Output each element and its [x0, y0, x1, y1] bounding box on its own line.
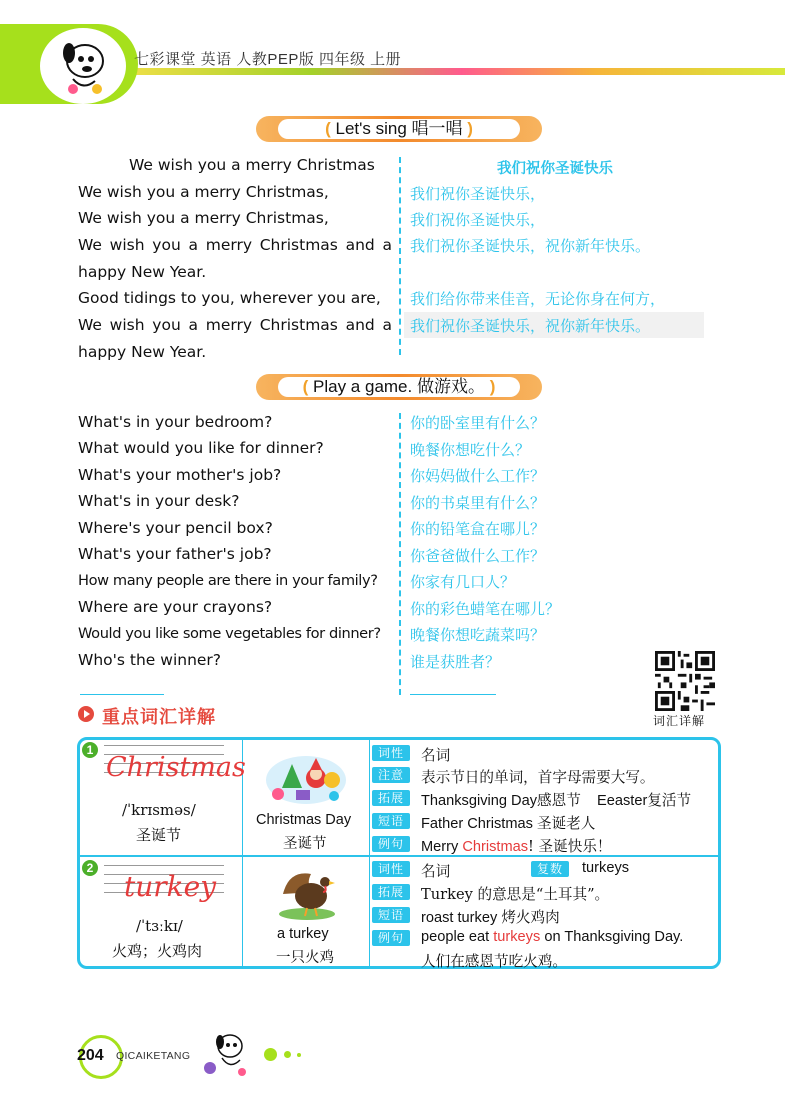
page-number: 204	[77, 1047, 104, 1064]
def-pos: 名词	[421, 748, 451, 764]
vocab-word: Christmas	[106, 752, 246, 783]
vocab-number-badge: 1	[82, 742, 98, 758]
rule-left	[80, 694, 164, 695]
game-divider	[399, 413, 401, 695]
game-banner-en: Play a game.	[313, 377, 413, 396]
ext-word: Thanksgiving Day	[421, 793, 537, 809]
game-line-cn: 晚餐你想吃蔬菜吗？	[410, 626, 546, 644]
vocab-table-row-divider	[80, 855, 718, 857]
play-arrow-icon	[78, 706, 94, 722]
game-banner-cn: 做游戏。	[416, 377, 485, 396]
tag-example: 例句	[372, 930, 410, 946]
tag-pos: 词性	[372, 745, 410, 761]
game-line-en: What's your father's job?	[78, 545, 272, 563]
example-keyword: turkeys	[493, 929, 541, 945]
header-mascot-frame	[40, 28, 126, 104]
game-line-cn: 你的彩色蜡笔在哪儿？	[410, 600, 561, 618]
example-pre: Merry	[421, 839, 463, 855]
def-phrase	[421, 906, 560, 927]
game-line-cn: 你爸爸做什么工作？	[410, 547, 546, 565]
game-line-cn: 你的书桌里有什么？	[410, 494, 546, 512]
ext-word: Eeaster	[597, 793, 648, 809]
game-line-en: Where's your pencil box?	[78, 519, 273, 537]
footer-dot	[284, 1051, 291, 1058]
vocab-number-badge: 2	[82, 860, 98, 876]
game-line-en: How many people are there in your family?	[78, 572, 378, 589]
vocab-heading: 重点词汇详解	[102, 707, 216, 727]
game-line-cn: 你妈妈做什么工作？	[410, 467, 546, 485]
vocab-phonetic: /ˈkrɪsməs/	[122, 801, 196, 819]
game-line-en: What's your mother's job?	[78, 466, 282, 484]
tag-extension: 拓展	[372, 884, 410, 900]
song-divider	[399, 157, 401, 355]
song-line-en: We wish you a merry Christmas,	[78, 209, 329, 227]
def-example	[421, 835, 612, 856]
header-rainbow-line	[110, 68, 785, 75]
tag-note: 注意	[372, 767, 410, 783]
vocab-word: turkey	[124, 870, 217, 903]
rule-right	[410, 694, 496, 695]
def-example	[421, 929, 683, 945]
song-line-cn: 我们祝你圣诞快乐，	[410, 211, 546, 229]
tag-pos: 词性	[372, 861, 410, 877]
pic-caption-cn: 圣诞节	[283, 836, 327, 852]
def-pos: 名词	[421, 864, 451, 880]
game-line-en: Where are your crayons?	[78, 598, 273, 616]
pic-caption-en: a turkey	[277, 926, 329, 942]
phrase-en: roast turkey	[421, 910, 498, 926]
game-banner	[256, 374, 542, 400]
qr-caption: 词汇详解	[653, 714, 706, 728]
example-post: on Thanksgiving Day.	[540, 929, 684, 945]
mascot-dog-icon	[196, 1030, 258, 1078]
game-banner-label: ( Play a game. 做游戏。 )	[278, 377, 520, 397]
game-line-en: Would you like some vegetables for dinner?	[78, 625, 381, 642]
song-line-cn: 我们给你带来佳音，无论你身在何方，	[410, 290, 666, 308]
tag-plural: 复数	[531, 861, 569, 877]
vocab-table-col-divider	[369, 740, 370, 966]
song-line-en: We wish you a merry Christmas and a	[78, 236, 392, 254]
phrase-cn: 烤火鸡肉	[501, 909, 560, 926]
sing-banner-cn: 唱一唱	[411, 119, 463, 138]
tag-phrase: 短语	[372, 813, 410, 829]
pic-caption-en: Christmas Day	[256, 812, 352, 828]
mascot-dog-icon	[43, 31, 123, 101]
song-line-en: Good tidings to you, wherever you are,	[78, 289, 381, 307]
def-extension: Turkey 的意思是“土耳其”。	[421, 886, 610, 903]
game-line-cn: 你家有几口人？	[410, 573, 516, 591]
sing-banner-label: ( Let's sing 唱一唱 )	[278, 119, 520, 139]
phrase-en: Father Christmas	[421, 816, 533, 832]
tag-extension: 拓展	[372, 790, 410, 806]
def-extension	[421, 789, 691, 810]
game-line-en: What's in your desk?	[78, 492, 240, 510]
def-phrase	[421, 812, 595, 833]
qr-code-icon[interactable]	[655, 651, 715, 711]
game-line-en: What's in your bedroom?	[78, 413, 273, 431]
def-note: 表示节日的单词，首字母需要大写。	[421, 769, 655, 786]
footer-brand: QICAIKETANG	[116, 1050, 191, 1062]
song-line-en: We wish you a merry Christmas and a	[78, 316, 392, 334]
example-keyword: Christmas	[462, 839, 529, 855]
vocab-meaning: 圣诞节	[136, 826, 182, 844]
game-line-cn: 谁是获胜者？	[410, 653, 501, 671]
header-title: 七彩课堂 英语 人教PEP版 四年级 上册	[134, 51, 402, 68]
vocab-meaning: 火鸡；火鸡肉	[112, 942, 203, 960]
sing-banner-en: Let's sing	[335, 119, 407, 138]
example-translation: 人们在感恩节吃火鸡。	[421, 953, 567, 970]
song-line-en: We wish you a merry Christmas,	[78, 183, 329, 201]
pic-caption-cn: 一只火鸡	[276, 950, 334, 966]
song-title-en: We wish you a merry Christmas	[129, 156, 375, 174]
game-line-en: Who's the winner?	[78, 651, 222, 669]
turkey-icon	[275, 864, 339, 922]
ext-word-cn: 感恩节	[537, 792, 581, 809]
game-line-en: What would you like for dinner?	[78, 439, 324, 457]
christmas-scene-icon	[262, 750, 350, 806]
ext-word-cn: 复活节	[647, 792, 692, 809]
example-post: ! 圣诞快乐！	[528, 838, 612, 855]
song-line-cn: 我们祝你圣诞快乐，祝你新年快乐。	[410, 317, 651, 335]
vocab-phonetic: /ˈtɜːkɪ/	[136, 917, 183, 935]
game-line-cn: 晚餐你想吃什么？	[410, 441, 531, 459]
def-plural: turkeys	[582, 860, 630, 876]
song-line-cn: 我们祝你圣诞快乐，祝你新年快乐。	[410, 237, 651, 255]
tag-example: 例句	[372, 836, 410, 852]
tag-phrase: 短语	[372, 907, 410, 923]
phrase-cn: 圣诞老人	[536, 815, 596, 832]
song-title-cn: 我们祝你圣诞快乐	[497, 161, 613, 177]
song-line-en: happy New Year.	[78, 343, 207, 361]
song-line-en: happy New Year.	[78, 263, 207, 281]
footer-dot	[264, 1048, 277, 1061]
game-line-cn: 你的铅笔盒在哪儿？	[410, 520, 546, 538]
song-line-cn: 我们祝你圣诞快乐，	[410, 185, 546, 203]
footer-dot	[297, 1053, 301, 1057]
example-pre: people eat	[421, 929, 494, 945]
sing-banner	[256, 116, 542, 142]
game-line-cn: 你的卧室里有什么？	[410, 414, 546, 432]
